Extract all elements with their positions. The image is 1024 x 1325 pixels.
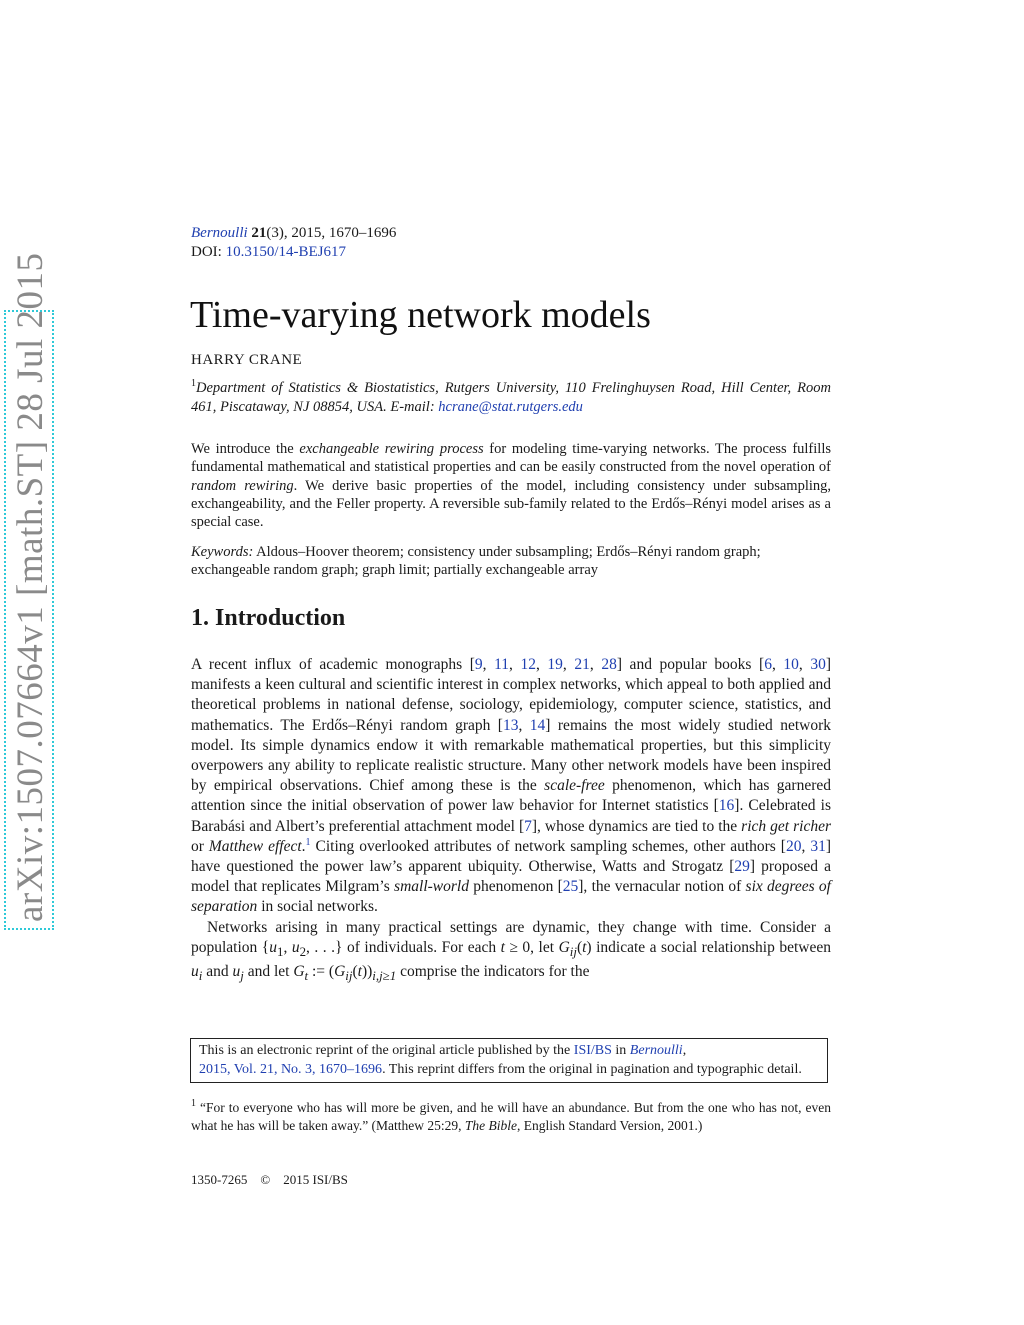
footnote-1: $^1$ “For to everyone who has will more be given, and he will have an abundance. But from the one who has not, even what he has will be taken away.” (Matthew 25:29, The Bible, English Standard Version, 2001.) — [191, 1098, 831, 1133]
section-heading-introduction: 1. Introduction — [191, 605, 346, 631]
citation-link[interactable]: 10 — [783, 656, 799, 673]
doi-link[interactable]: 10.3150/14-BEJ617 — [225, 244, 346, 260]
reprint-notice: This is an electronic reprint of the original article published by the ISI/BS in Bernoulli, 2015, Vol. 21, No. 3, 1670–1696. This reprint differs from the original in pagination and typographic detail. — [190, 1038, 828, 1083]
citation-link[interactable]: 11 — [494, 656, 510, 673]
abstract: We introduce the exchangeable rewiring process for modeling time-varying networks. The process fulfills fundamental mathematical and statistical properties and can be easily constructed from the novel operation of random rewiring. We derive basic properties of the model, including consistency under subsampling, exchangeability, and the Feller property. A reversible sub-family related to the Erdős–Rényi model arises as a special case. — [191, 441, 831, 531]
paper-author: HARRY CRANE — [191, 352, 303, 368]
bernoulli-link[interactable]: Bernoulli — [629, 1043, 683, 1058]
intro-paragraph-2: Networks arising in many practical settings are dynamic, they change with time. Consider a population {$u_1$, $u_2$, . . .} of individuals. For each t ≥ 0, let $G_{ij}(t)$ indicate a social relationship between $u_i$ and $u_j$ and let $G_t$ := $(G_{ij}(t))_{i,j\ge 1}$ comprise the indicators for the — [191, 918, 832, 984]
citation-link[interactable]: 19 — [547, 656, 563, 673]
citation-link[interactable]: 9 — [474, 656, 483, 673]
citation-link[interactable]: 12 — [520, 656, 536, 673]
citation-link[interactable]: 16 — [718, 797, 735, 815]
citation-link[interactable]: 6 — [764, 656, 772, 673]
journal-issue-pages: (3), 2015, 1670–1696 — [266, 225, 397, 241]
journal-volume: 21 — [251, 225, 267, 241]
issn: 1350-7265 — [191, 1172, 248, 1187]
citation-link[interactable]: 29 — [734, 858, 750, 876]
keywords-label: Keywords: — [191, 544, 254, 560]
citation-link[interactable]: 13 — [502, 716, 519, 734]
citation-link[interactable]: 20 — [785, 837, 802, 855]
journal-name-link[interactable]: Bernoulli — [191, 225, 248, 241]
journal-header — [191, 224, 396, 262]
author-email-link[interactable]: hcrane@stat.rutgers.edu — [438, 399, 583, 415]
citation-link[interactable]: 25 — [562, 878, 579, 896]
copyright-line — [191, 1172, 348, 1188]
keywords-text: Aldous–Hoover theorem; consistency under subsampling; Erdős–Rényi random graph; exchangeable random graph; graph limit; partially exchangeable array — [191, 544, 761, 579]
article-citation-link[interactable]: 2015, Vol. 21, No. 3, 1670–1696 — [199, 1061, 383, 1077]
footnote-mark: 1 — [191, 1098, 196, 1109]
copyright-text: 2015 ISI/BS — [283, 1172, 348, 1187]
affiliation-mark: 1 — [191, 378, 196, 389]
paper-title: Time-varying network models — [190, 294, 651, 336]
citation-link[interactable]: 28 — [601, 656, 617, 673]
footnote-link[interactable]: 1 — [305, 836, 311, 848]
keywords — [191, 543, 831, 580]
citation-link[interactable]: 7 — [524, 817, 532, 835]
introduction-body — [191, 655, 831, 986]
isibs-link[interactable]: ISI/BS — [573, 1043, 612, 1058]
affiliation-text: Department of Statistics & Biostatistics, Rutgers University, 110 Frelinghuysen Road, Hill Center, Room 461, Piscataway, NJ 08854, USA. E-mail: — [191, 380, 831, 415]
doi-label: DOI: — [191, 244, 222, 260]
citation-link[interactable]: 31 — [810, 837, 826, 855]
author-affiliation — [191, 379, 831, 417]
arxiv-sidebar-stamp: arXiv:1507.07664v1 [math.ST] 28 Jul 2015 — [4, 310, 54, 930]
citation-link[interactable]: 30 — [810, 656, 826, 673]
citation-link[interactable]: 14 — [529, 716, 546, 734]
citation-link[interactable]: 21 — [574, 656, 590, 673]
copyright-symbol: © — [260, 1172, 271, 1187]
intro-paragraph-1: A recent influx of academic monographs [9, 11, 12, 19, 21, 28] and popular books [6, 10, 30] manifests a keen cultural and scientific interest in complex networks, which appeal to both applied and theoretical problems in national defense, sociology, epidemiology, computer science, statistics, and mathematics. The Erdős–Rényi random graph [13, 14] remains the most widely studied network model. Its simple dynamics endow it with remarkable mathematical properties, but this simplicity overpowers any ability to replicate realistic structure. Many other network models have been inspired by empirical observations. Chief among these is the scale-free phenomenon, which has garnered attention since the initial observation of power law behavior for Internet statistics [16]. Celebrated is Barabási and Albert’s preferential attachment model [7], whose dynamics are tied to the rich get richer or Matthew effect.$^1$ Citing overlooked attributes of network sampling schemes, other authors [20, 31] have questioned the power law’s apparent ubiquity. Otherwise, Watts and Strogatz [29] proposed a model that replicates Milgram’s small-world phenomenon [25], the vernacular notion of six degrees of separation in social networks. — [191, 656, 832, 916]
